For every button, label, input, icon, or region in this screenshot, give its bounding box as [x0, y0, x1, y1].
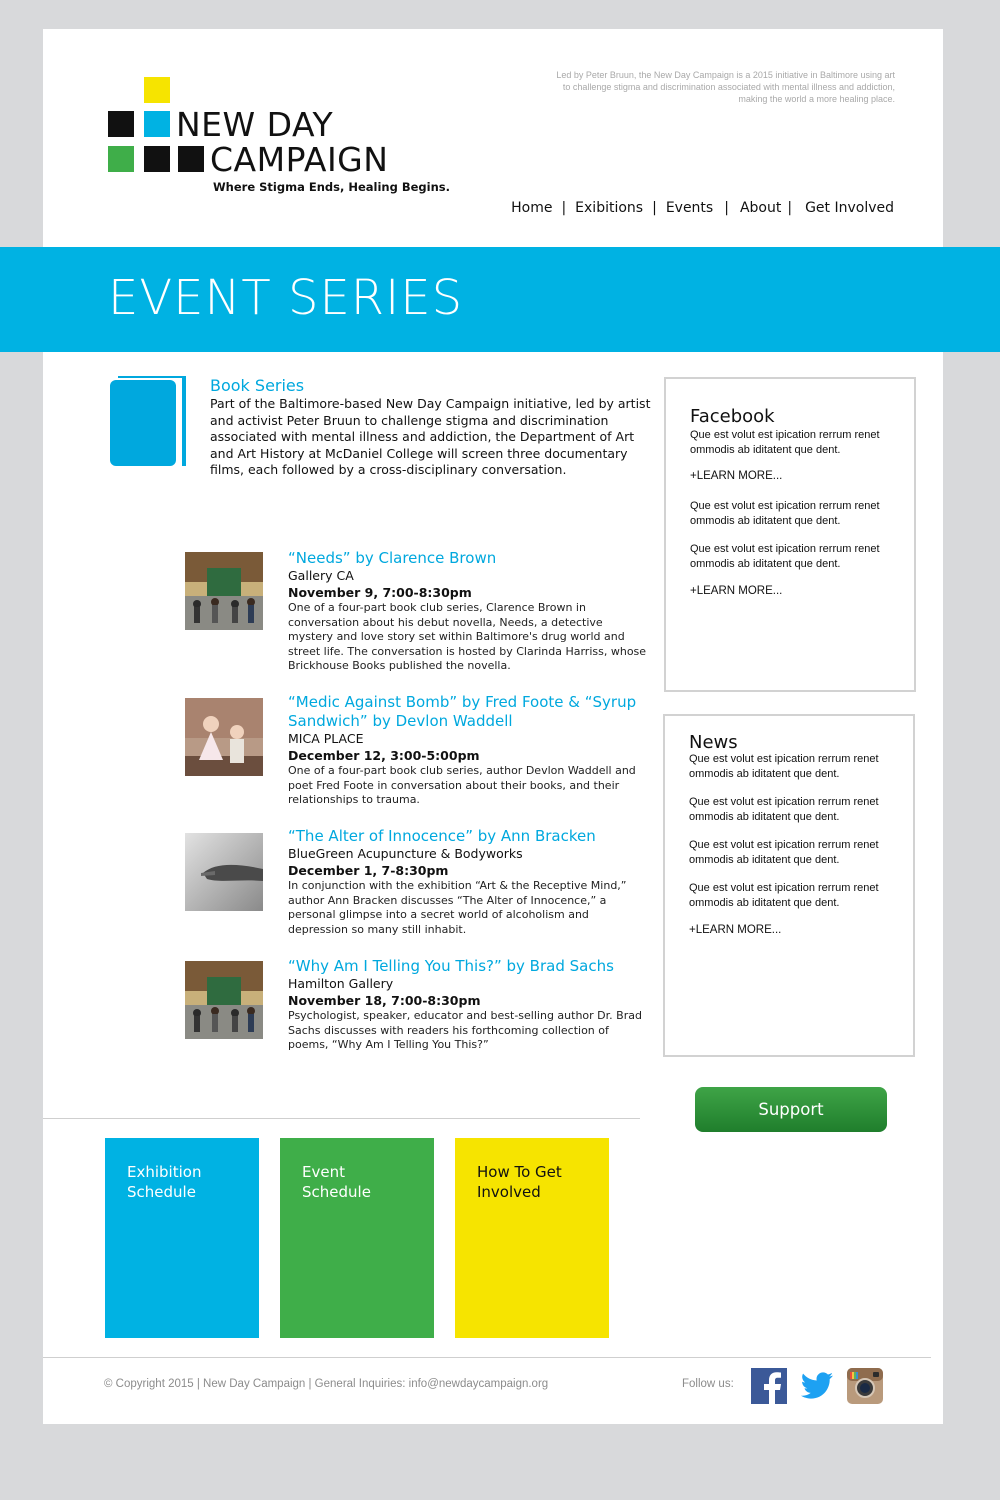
- event-title[interactable]: “Needs” by Clarence Brown: [288, 549, 497, 567]
- nav-separator: |: [652, 200, 657, 216]
- event-date: December 1, 7-8:30pm: [288, 863, 449, 878]
- news-learn-more-link[interactable]: +LEARN MORE...: [689, 924, 782, 936]
- footer-divider: [43, 1357, 931, 1358]
- event-venue: BlueGreen Acupuncture & Bodyworks: [288, 846, 523, 861]
- intro-text: Led by Peter Bruun, the New Day Campaign is a 2015 initiative in Baltimore using art to challenge stigma and discrimination associated with mental illness and addiction, making the world a more healing place.: [556, 70, 895, 104]
- facebook-post: Que est volut est ipication rerrum renet ommodis ab iditatent que dent.: [690, 429, 880, 456]
- event-date: December 12, 3:00-5:00pm: [288, 748, 480, 763]
- event-date: November 18, 7:00-8:30pm: [288, 993, 481, 1008]
- event-description: One of a four-part book club series, Clarence Brown in conversation about his debut novella, Needs, a detective mystery and love story set within Baltimore's drug world and street life. The conversation is hosted by Clarinda Harriss, whose Brickhouse Books published the novella.: [288, 601, 647, 672]
- event-description: Psychologist, speaker, educator and best-selling author Dr. Brad Sachs discusses with readers his forthcoming collection of poems, “Why Am I Telling You This?”: [288, 1009, 642, 1051]
- event-date: November 9, 7:00-8:30pm: [288, 585, 472, 600]
- facebook-post: Que est volut est ipication rerrum renet ommodis ab iditatent que dent.: [690, 543, 880, 570]
- support-button[interactable]: Support: [695, 1087, 887, 1132]
- section-divider: [43, 1118, 640, 1119]
- event-venue: MICA PLACE: [288, 731, 364, 746]
- tile-exhibition-schedule[interactable]: Exhibition Schedule: [105, 1138, 259, 1338]
- instagram-icon[interactable]: [847, 1368, 883, 1404]
- main-nav: [511, 200, 894, 216]
- book-series-title: Book Series: [210, 376, 305, 395]
- nav-about[interactable]: About: [739, 200, 782, 216]
- news-item: Que est volut est ipication rerrum renet ommodis ab iditatent que dent.: [689, 882, 879, 909]
- logo-square-black: [178, 146, 204, 172]
- event-venue: Gallery CA: [288, 568, 354, 583]
- logo-tagline: Where Stigma Ends, Healing Begins.: [213, 180, 450, 194]
- nav-events[interactable]: Events: [665, 200, 714, 216]
- news-item: Que est volut est ipication rerrum renet ommodis ab iditatent que dent.: [689, 753, 879, 780]
- logo-square-blue: [144, 111, 170, 137]
- page-title: EVENT SERIES: [108, 270, 464, 326]
- news-panel-title: News: [689, 732, 738, 753]
- footer-copyright: © Copyright 2015 | New Day Campaign | General Inquiries: info@newdaycampaign.org: [104, 1378, 549, 1390]
- facebook-learn-more-link[interactable]: +LEARN MORE...: [690, 585, 783, 597]
- logo-square-yellow: [144, 77, 170, 103]
- news-item: Que est volut est ipication rerrum renet ommodis ab iditatent que dent.: [689, 796, 879, 823]
- logo-text-line1: NEW DAY: [176, 105, 334, 144]
- logo-square-black: [108, 111, 134, 137]
- facebook-post: Que est volut est ipication rerrum renet ommodis ab iditatent que dent.: [690, 500, 880, 527]
- facebook-panel-title: Facebook: [690, 406, 775, 427]
- tile-how-to-get-involved[interactable]: How To Get Involved: [455, 1138, 609, 1338]
- logo-square-black: [144, 146, 170, 172]
- nav-get-involved[interactable]: Get Involved: [805, 200, 894, 216]
- logo-text-line2: CAMPAIGN: [210, 140, 389, 179]
- event-title[interactable]: “Why Am I Telling You This?” by Brad Sachs: [288, 957, 614, 975]
- nav-separator: |: [561, 200, 567, 216]
- facebook-icon[interactable]: [751, 1368, 787, 1404]
- twitter-icon[interactable]: [799, 1368, 835, 1404]
- nav-exhibitions[interactable]: Exibitions: [575, 200, 644, 216]
- news-panel: [663, 714, 915, 1057]
- event-description: In conjunction with the exhibition “Art & the Receptive Mind,” author Ann Bracken discusses “The Alter of Innocence,” a personal glimpse into a secret world of alcoholism and depression so many still inhabit.: [288, 879, 627, 936]
- tile-event-schedule[interactable]: Event Schedule: [280, 1138, 434, 1338]
- facebook-panel: [664, 377, 916, 692]
- event-title[interactable]: “Medic Against Bomb” by Fred Foote & “Syrup Sandwich” by Devlon Waddell: [288, 693, 637, 730]
- event-thumbnail-hand-photo[interactable]: [185, 833, 263, 911]
- nav-separator: |: [787, 200, 793, 216]
- event-venue: Hamilton Gallery: [288, 976, 394, 991]
- event-title[interactable]: “The Alter of Innocence” by Ann Bracken: [288, 827, 596, 845]
- event-thumbnail-children-photo[interactable]: [185, 698, 263, 776]
- facebook-learn-more-link[interactable]: +LEARN MORE...: [690, 470, 783, 482]
- event-thumbnail-street-scene[interactable]: [185, 552, 263, 630]
- nav-separator: |: [724, 200, 729, 216]
- event-thumbnail-street-scene[interactable]: [185, 961, 263, 1039]
- nav-home[interactable]: Home: [511, 200, 553, 216]
- news-item: Que est volut est ipication rerrum renet ommodis ab iditatent que dent.: [689, 839, 879, 866]
- follow-us-label: Follow us:: [682, 1378, 734, 1390]
- logo-square-green: [108, 146, 134, 172]
- event-description: One of a four-part book club series, author Devlon Waddell and poet Fred Foote in conversation about their books, and their relationships to trauma.: [288, 764, 636, 806]
- book-icon: [108, 376, 188, 468]
- book-series-description: Part of the Baltimore-based New Day Campaign initiative, led by artist and activist Peter Bruun to challenge stigma and discrimination associated with mental illness and addiction, the Department of Art and Art History at McDaniel College will screen three documentary films, each followed by a cross-disciplinary conversation.: [210, 396, 651, 477]
